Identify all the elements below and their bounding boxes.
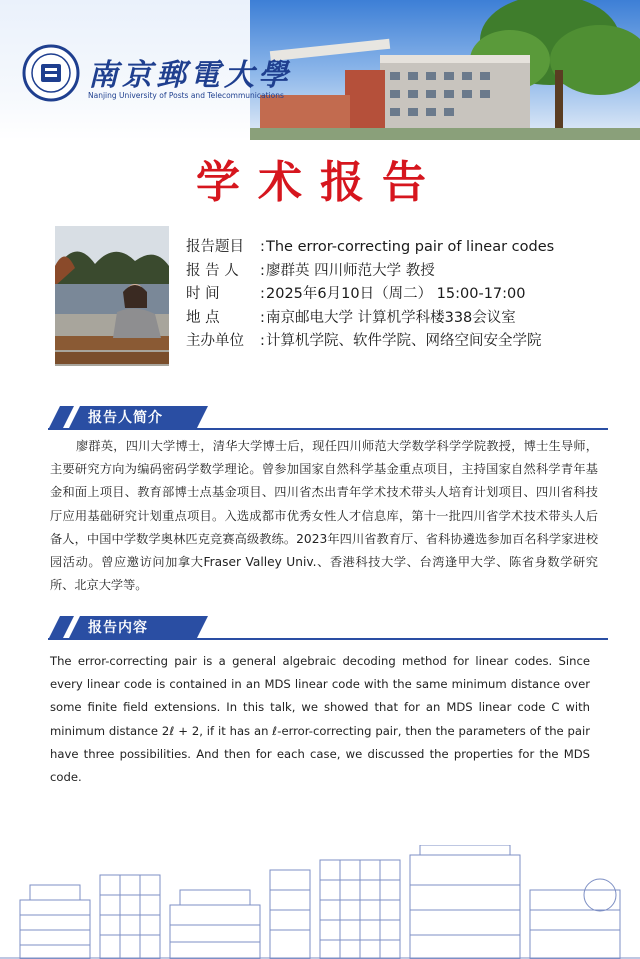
- poster-title: 学术报告: [196, 157, 444, 208]
- section-header-abstract: [48, 616, 608, 640]
- university-name-english: Nanjing University of Posts and Telecommunications: [88, 91, 284, 100]
- info-row-speaker: 报 告 人 : 廖群英 四川师范大学 教授: [186, 260, 626, 284]
- info-row-organizer: 主办单位 : 计算机学院、软件学院、网络空间安全学院: [186, 330, 626, 354]
- info-label: 报 告 人: [186, 262, 239, 279]
- section-title: 报告内容: [88, 620, 148, 636]
- info-label: 地 点: [186, 309, 220, 326]
- section-header-bio: [48, 406, 608, 430]
- info-row-topic: 报告题目 : The error-correcting pair of linear codes: [186, 236, 626, 260]
- info-label: 时 间: [186, 286, 220, 302]
- info-value: 计算机学院、软件学院、网络空间安全学院: [266, 333, 542, 349]
- info-label: 报告题目: [186, 239, 244, 255]
- info-value: 南京邮电大学 计算机学科楼338会议室: [266, 309, 516, 326]
- university-seal-logo: [22, 44, 80, 102]
- talk-abstract: The error-correcting pair is a general algebraic decoding method for linear codes. Since every linear code is contained in an MDS linear code with the same minimum distance over some finite field extensions. In this talk, we showed that for an MDS linear code C with minimum distance 2ℓ + 2, if it has an ℓ-error-correcting pair, then the parameters of the pair have three possibilities. And then for each case, we discussed the properties for the MDS code.: [50, 654, 590, 785]
- event-info: [186, 236, 626, 354]
- info-value: 2025年6月10日（周二） 15:00-17:00: [266, 286, 526, 302]
- info-row-location: 地 点 : 南京邮电大学 计算机学科楼338会议室: [186, 307, 626, 331]
- campus-building-image: [250, 0, 640, 140]
- header-banner: [0, 0, 640, 140]
- section-title: 报告人简介: [88, 410, 163, 426]
- info-value: The error-correcting pair of linear codes: [266, 239, 555, 255]
- info-value: 廖群英 四川师范大学 教授: [266, 262, 435, 279]
- info-label: 主办单位: [186, 333, 244, 349]
- university-name-chinese: 南京郵電大學: [88, 58, 292, 93]
- speaker-bio: 廖群英，四川大学博士，清华大学博士后，现任四川师范大学数学科学学院教授，博士生导师，主要研究方向为编码密码学数学理论。曾参加国家自然科学基金重点项目，主持国家自然科学青年基金和面上项目、教育部博士点基金项目、四川省杰出青年学术技术带头人培育计划项目、四川省科技厅应用基础研究计划重点项目。入选成都市优秀女性人才信息库，第十一批四川省学术技术带头人后备人，中国中学数学奥林匹克竞赛高级教练。2023年四川省教育厅、省科协遴选参加百名科学家进校园活动。曾应邀访问加拿大Fraser Valley Univ.、香港科技大学、台湾逢甲大学、陈省身数学研究所、北京大学等。: [50, 439, 598, 593]
- campus-line-art-footer: [0, 845, 640, 959]
- info-row-time: 时 间 : 2025年6月10日（周二） 15:00-17:00: [186, 283, 626, 307]
- speaker-photo: [55, 226, 169, 366]
